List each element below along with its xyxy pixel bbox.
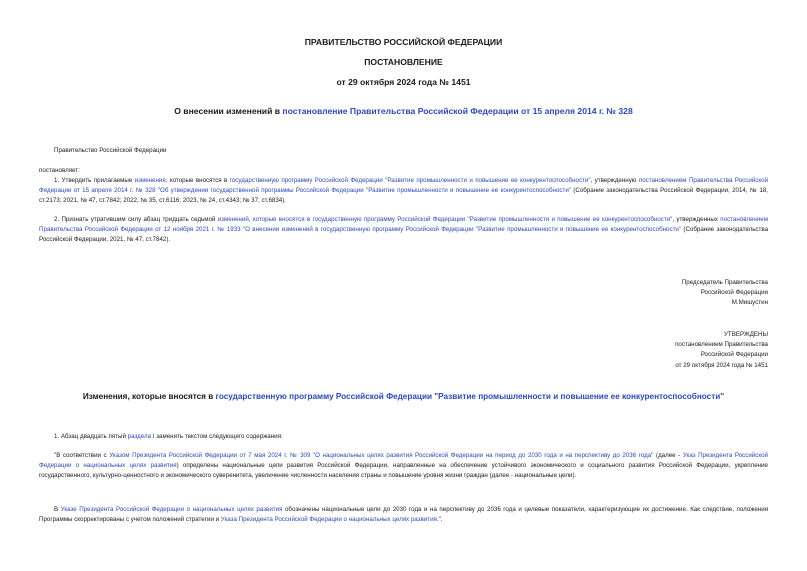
changes-title <box>0 391 807 402</box>
q2-text-c: .". <box>436 516 443 524</box>
approved-block <box>675 330 768 371</box>
changes-title-link[interactable]: государственную программу Российской Федерации "Развитие промышленности и повышение ее конкурентоспособности" <box>215 392 725 401</box>
government-heading: ПРАВИТЕЛЬСТВО РОССИЙСКОЙ ФЕДЕРАЦИИ <box>304 37 503 47</box>
quote-paragraph-2 <box>39 505 768 525</box>
signature-block <box>682 278 768 309</box>
q2-text-a: В <box>54 506 61 513</box>
p2-link-decree-1933[interactable]: постановлением Правительства Российской Федерации от 12 ноября 2021 г. № 1933 "О внесении изменений в государственную программу Российской Федерации "Развитие промышленности и повышение ее конкурентоспособности" <box>39 216 768 234</box>
approved-line-4: от 29 октября 2024 года № 1451 <box>675 361 768 369</box>
quote-paragraph-1 <box>39 451 768 482</box>
q1-text-c: ) определены национальные цели развития Российской Федерации, направленные на обеспечение устойчивого экономического и социального развития Российской Федерации, укрепление государственного, культурно-ценностного и экономического суверенитета, увеличение численности населения страны и повышение уровня жизни граждан (далее - национальные цели). <box>39 462 769 480</box>
approved-line-3: Российской Федерации <box>700 351 768 359</box>
q2-link-decree-goals-1[interactable]: Указе Президента Российской Федерации о национальных целях развития <box>60 506 283 513</box>
signature-name: М.Мишустин <box>731 299 768 307</box>
p1-text-c: , утвержденную <box>590 177 639 184</box>
doc-date: от 29 октября 2024 года № 1451 <box>336 77 471 87</box>
q1-text-b: (далее - <box>653 452 683 459</box>
approved-line-2: постановлением Правительства <box>675 341 768 349</box>
p1-link-decree-328[interactable]: постановлением Правительства Российской Федерации от 15 апреля 2014 г. № 328 "Об утверждении государственной программы Российской Федерации "Развитие промышленности и повышение ее конкурентоспособности" <box>39 177 769 195</box>
paragraph-1 <box>39 176 768 207</box>
decree-text: постановляет: <box>39 167 80 174</box>
q1-link-decree-309[interactable]: Указом Президента Российской Федерации от 7 мая 2024 г. № 309 "О национальных целях развития Российской Федерации на период до 2030 года и на перспективу до 2036 года" <box>109 452 654 459</box>
item1-text-b: заменить текстом следующего содержания: <box>154 433 283 440</box>
doc-title <box>0 106 807 117</box>
changes-title-prefix: Изменения, которые вносятся в <box>82 392 216 401</box>
p1-link-changes[interactable]: изменения <box>134 177 166 184</box>
q1-link-decree-goals[interactable]: Указ Президента Российской Федерации о национальных целях развития <box>39 452 768 470</box>
p2-text-b: , утвержденных <box>672 216 721 223</box>
item1-text-a: 1. Абзац двадцать пятый <box>54 433 128 440</box>
doc-title-prefix: О внесении изменений в <box>174 106 283 116</box>
p2-text-a: 2. Признать утратившим силу абзац тридцать седьмой <box>54 216 218 223</box>
intro-text: Правительство Российской Федерации <box>54 147 167 154</box>
p2-link-changes[interactable]: изменений, которые вносятся в государственную программу Российской Федерации "Развитие промышленности и повышение ее конкурентоспособности" <box>217 216 673 223</box>
signature-line-1: Председатель Правительства <box>681 279 768 286</box>
changes-item-1 <box>54 432 283 442</box>
p1-link-program[interactable]: государственную программу Российской Федерации "Развитие промышленности и повышение ее конкурентоспособности" <box>229 177 591 184</box>
q1-text-a: "В соответствии с <box>54 452 110 459</box>
item1-link-section[interactable]: раздела I <box>127 433 155 440</box>
paragraph-2 <box>39 215 768 246</box>
p1-text-d: (Собрание законодательства Российской Федерации, 2014, № 18, ст.2173; 2021, № 47, ст.7842; 2022, № 35, ст.6116; 2023, № 24, ст.4343; № 37, ст.6834). <box>39 187 768 205</box>
p1-text-b: , которые вносятся в <box>165 177 230 184</box>
doc-title-link[interactable]: постановление Правительства Российской Федерации от 15 апреля 2014 г. № 328 <box>282 106 633 116</box>
q2-text-b: обозначены национальные цели до 2030 года и на перспективу до 2036 года и целевые показатели, характеризующие их достижение. Как следствие, положения Программы скорректированы с учетом положений стратегии и <box>39 506 768 524</box>
doc-type-heading: ПОСТАНОВЛЕНИЕ <box>364 57 443 67</box>
p2-text-c: (Собрание законодательства Российской Федерации, 2021, № 47, ст.7842). <box>39 226 769 244</box>
signature-line-2: Российской Федерации <box>700 289 768 297</box>
q2-link-decree-goals-2[interactable]: Указа Президента Российской Федерации о национальных целях развития <box>220 516 437 524</box>
approved-line-1: УТВЕРЖДЕНЫ <box>724 331 768 338</box>
p1-text-a: 1. Утвердить прилагаемые <box>54 177 135 184</box>
